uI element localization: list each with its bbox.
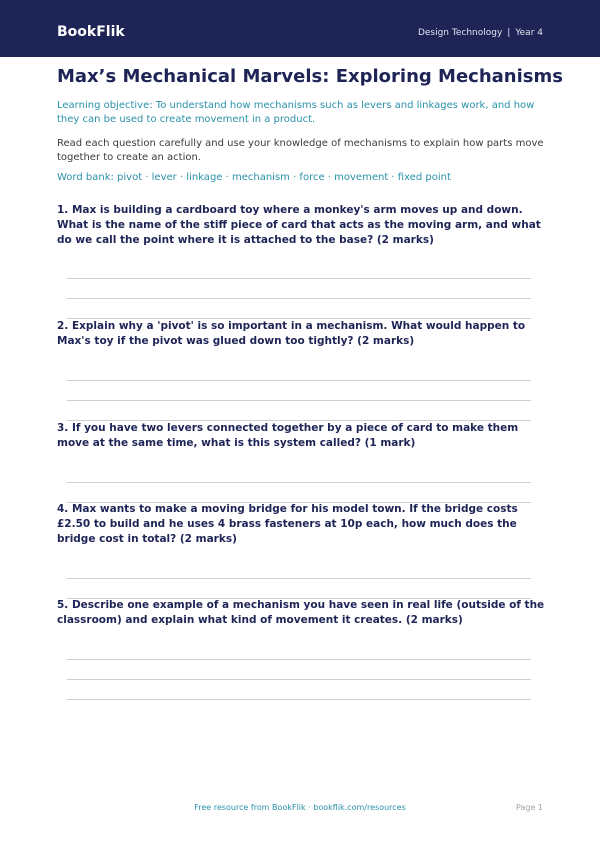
question-4: 4. Max wants to make a moving bridge for his model town. If the bridge costs £2.50 to build and he uses 4 brass fasteners at 10p each, how much does the bridge cost in total? (2 marks) [57,503,518,545]
answer-line[interactable] [67,482,531,483]
word-bank: Word bank: pivot · lever · linkage · mechanism · force · movement · fixed point [57,172,451,183]
learning-objective: Learning objective: To understand how mechanisms such as levers and linkages work, and how they can be used to create movement in a product. [57,100,535,125]
answer-line[interactable] [67,298,531,299]
brand-logo[interactable]: BookFlik [57,24,125,40]
page-title: Max’s Mechanical Marvels: Exploring Mechanisms [57,66,563,87]
answer-line[interactable] [67,380,531,381]
subject-label: Design Technology [417,28,503,38]
question-1: 1. Max is building a cardboard toy where a monkey's arm moves up and down. What is the name of the stiff piece of card that acts as the moving arm, and what do we call the point where it is attached to the base? (2 marks) [57,204,541,246]
answer-line[interactable] [67,699,531,700]
page-number: Page 1 [516,803,543,812]
answer-line[interactable] [67,659,531,660]
year-label: Year 4 [515,28,543,38]
meta-separator: | [507,28,511,38]
header-meta [418,27,543,39]
instructions: Read each question carefully and use your knowledge of mechanisms to explain how parts move together to create an action. [57,138,544,163]
header-bar [0,0,600,57]
answer-line[interactable] [67,679,531,680]
answer-line[interactable] [67,578,531,579]
question-2: 2. Explain why a 'pivot' is so important in a mechanism. What would happen to Max's toy if the pivot was glued down too tightly? (2 marks) [57,320,526,347]
question-5: 5. Describe one example of a mechanism you have seen in real life (outside of the classroom) and explain what kind of movement it creates. (2 marks) [57,599,545,626]
question-3: 3. If you have two levers connected together by a piece of card to make them move at the same time, what is this system called? (1 mark) [57,422,519,449]
answer-line[interactable] [67,400,531,401]
answer-line[interactable] [67,278,531,279]
footer-link[interactable]: Free resource from BookFlik · bookflik.com/resources [194,803,406,812]
